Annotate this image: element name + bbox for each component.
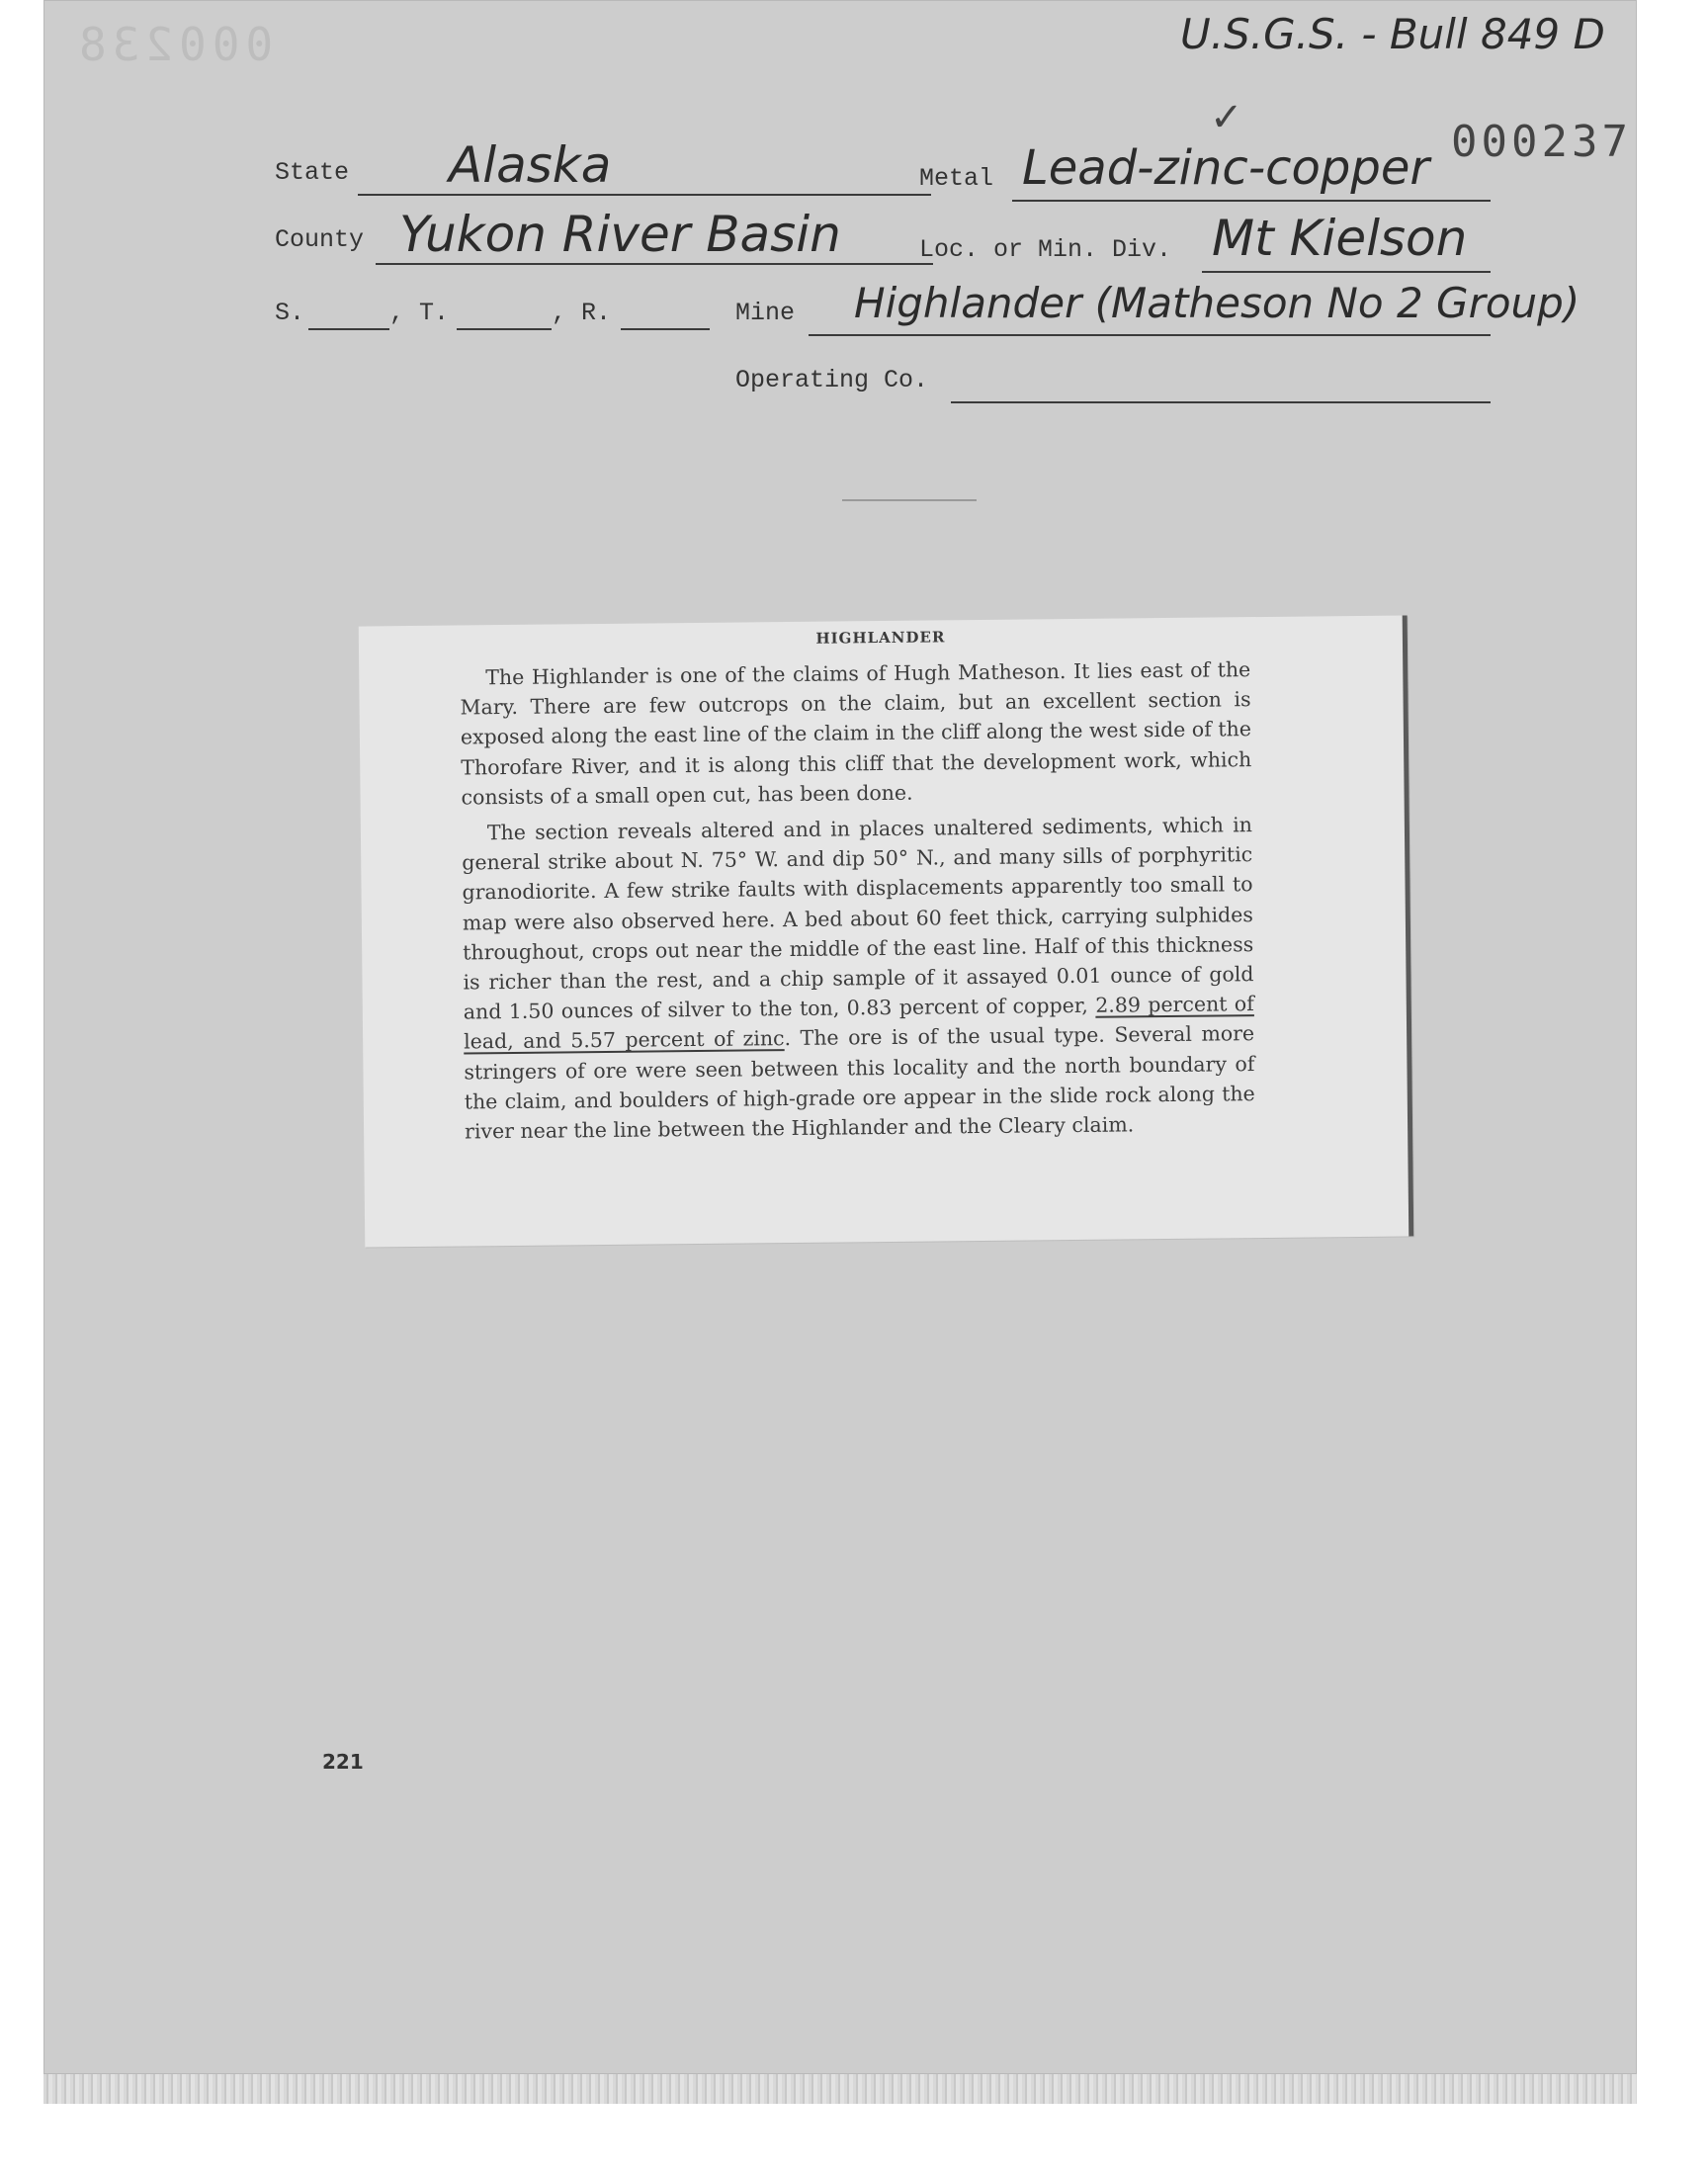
- check-mark: ✓: [1210, 95, 1243, 140]
- metal-value: Lead-zinc-copper: [1022, 140, 1430, 196]
- operating-co-underline: [951, 401, 1491, 403]
- clipping-title: HIGHLANDER: [815, 628, 946, 648]
- page-number: 221: [322, 1750, 364, 1774]
- county-value: Yukon River Basin: [399, 206, 841, 263]
- township-underline: [457, 328, 552, 330]
- underlined-assay-values: 2.89 percent of lead, and 5.57 percent of zinc: [464, 992, 1254, 1054]
- clipping-paragraph-2-start: The section reveals altered and in places unaltered sediments, which in general strike about N. 75° W. and dip 50° N., and many sills of porphyritic granodiorite. A few strike faults with displacements apparently too small to map were also observed here. A bed about 60 feet thick, carrying sulphides throughout, crops out near the middle of the east line. Half of this thickness is richer than the rest, and a chip sample of it assayed 0.01 ounce of gold and 1.50 ounces of silver to the ton, 0.83 percent of copper,: [462, 813, 1254, 1024]
- scan-edge-strip: [43, 2074, 1637, 2104]
- section-underline: [308, 328, 389, 330]
- county-underline: [376, 263, 933, 265]
- section-label: S.: [275, 299, 305, 327]
- archive-reference: U.S.G.S. - Bull 849 D: [1180, 10, 1605, 58]
- pasted-clipping: [359, 615, 1414, 1247]
- mine-label: Mine: [735, 299, 796, 327]
- clipping-paragraph-1: The Highlander is one of the claims of Hugh Matheson. It lies east of the Mary. There are few outcrops on the claim, but an excellent section is exposed along the east line of the claim in the cliff along the west side of the Thorofare River, and it is along this cliff that the development work, which consists of a small open cut, has been done.: [460, 657, 1252, 810]
- state-label: State: [275, 158, 350, 187]
- clipping-paragraph-2-end: . The ore is of the usual type. Several more stringers of ore were seen between this locality and the north boundary of the claim, and boulders of high-grade ore appear in the slide rock along the river near the line between the Highlander and the Cleary claim.: [464, 1021, 1255, 1144]
- loc-value: Mt Kielson: [1212, 210, 1468, 267]
- mine-value: Highlander (Matheson No 2 Group): [854, 279, 1580, 327]
- metal-underline: [1012, 200, 1491, 202]
- county-label: County: [275, 225, 365, 254]
- metal-label: Metal: [919, 164, 994, 193]
- clipping-paragraph-2: [462, 810, 1255, 1147]
- faint-bleedthrough-stamp: 000238: [73, 18, 274, 71]
- state-underline: [358, 194, 931, 196]
- operating-co-label: Operating Co.: [735, 366, 929, 394]
- mine-underline: [809, 334, 1491, 336]
- document-page: [43, 0, 1637, 2074]
- clipping-body: [460, 654, 1255, 1147]
- range-underline: [621, 328, 710, 330]
- loc-label: Loc. or Min. Div.: [919, 235, 1172, 264]
- divider-line: [842, 499, 977, 501]
- township-label: , T.: [389, 299, 450, 327]
- stamp-number: 000237: [1451, 117, 1632, 167]
- state-value: Alaska: [449, 136, 612, 194]
- range-label: , R.: [552, 299, 612, 327]
- loc-underline: [1202, 271, 1491, 273]
